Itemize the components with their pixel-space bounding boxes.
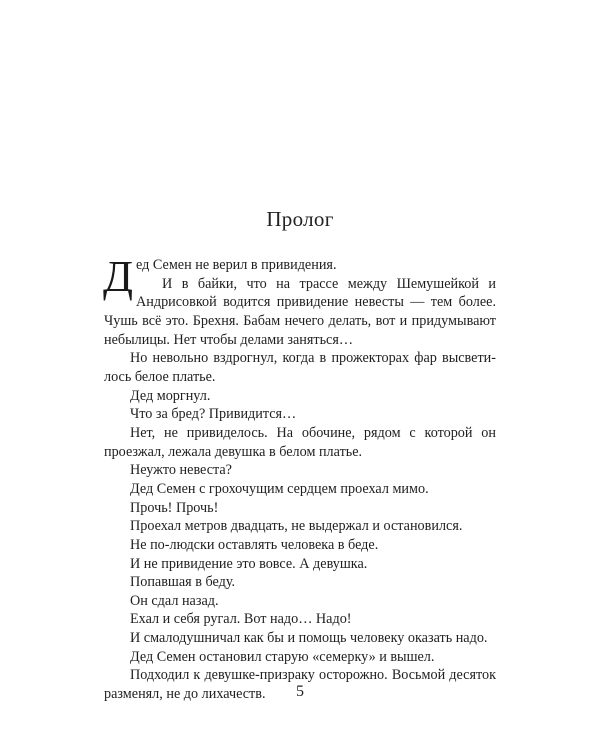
chapter-title: Пролог — [266, 207, 334, 231]
paragraph-5: Что за бред? Привидится… — [130, 406, 297, 423]
paragraph-1-text: ед Семен не верил в привидения. — [136, 257, 337, 273]
paragraph-16: И смалодушничал как бы и помощь человеку оказать надо. — [130, 630, 488, 647]
paragraph-11: Не по-людски оставлять человека в беде. — [130, 536, 379, 553]
paragraph-7: Неужто невеста? — [130, 462, 232, 479]
paragraph-3: Но невольно вздрогнул, когда в прожекторах фар высветилось белое платье. — [104, 350, 496, 385]
page-number: 5 — [296, 683, 304, 700]
paragraph-17: Дед Семен остановил старую «семерку» и вышел. — [130, 648, 435, 665]
paragraph-18: Подходил к девушке-призраку осторожно. Восьмой десяток разменял, не до лихачеств. — [104, 667, 496, 703]
paragraph-14: Он сдал назад. — [130, 592, 219, 609]
drop-cap: Д — [103, 252, 134, 301]
paragraph-10: Проехал метров двадцать, не выдержал и остановился. — [130, 518, 463, 535]
body-text — [103, 252, 496, 704]
paragraph-4: Дед моргнул. — [130, 387, 211, 404]
paragraph-8: Дед Семен с грохочущим сердцем проехал мимо. — [130, 480, 429, 497]
paragraph-1 — [103, 252, 496, 301]
paragraph-2: И в байки, что на трассе между Шемушейкой и Андрисовкой водится привидение невесты — тем более. Чушь всё это. Брехня. Бабам нечего делать, вот и придумывают небылицы. Нет чтобы делами заняться… — [104, 275, 496, 348]
paragraph-15: Ехал и себя ругал. Вот надо… Надо! — [130, 611, 352, 628]
paragraph-12: И не привидение это вовсе. А девушка. — [130, 555, 368, 572]
paragraph-6: Нет, не привиделось. На обочине, рядом с которой он проезжал, лежала девушка в белом платье. — [104, 424, 496, 460]
paragraph-13: Попавшая в беду. — [130, 574, 236, 591]
paragraph-9: Прочь! Прочь! — [130, 499, 219, 516]
